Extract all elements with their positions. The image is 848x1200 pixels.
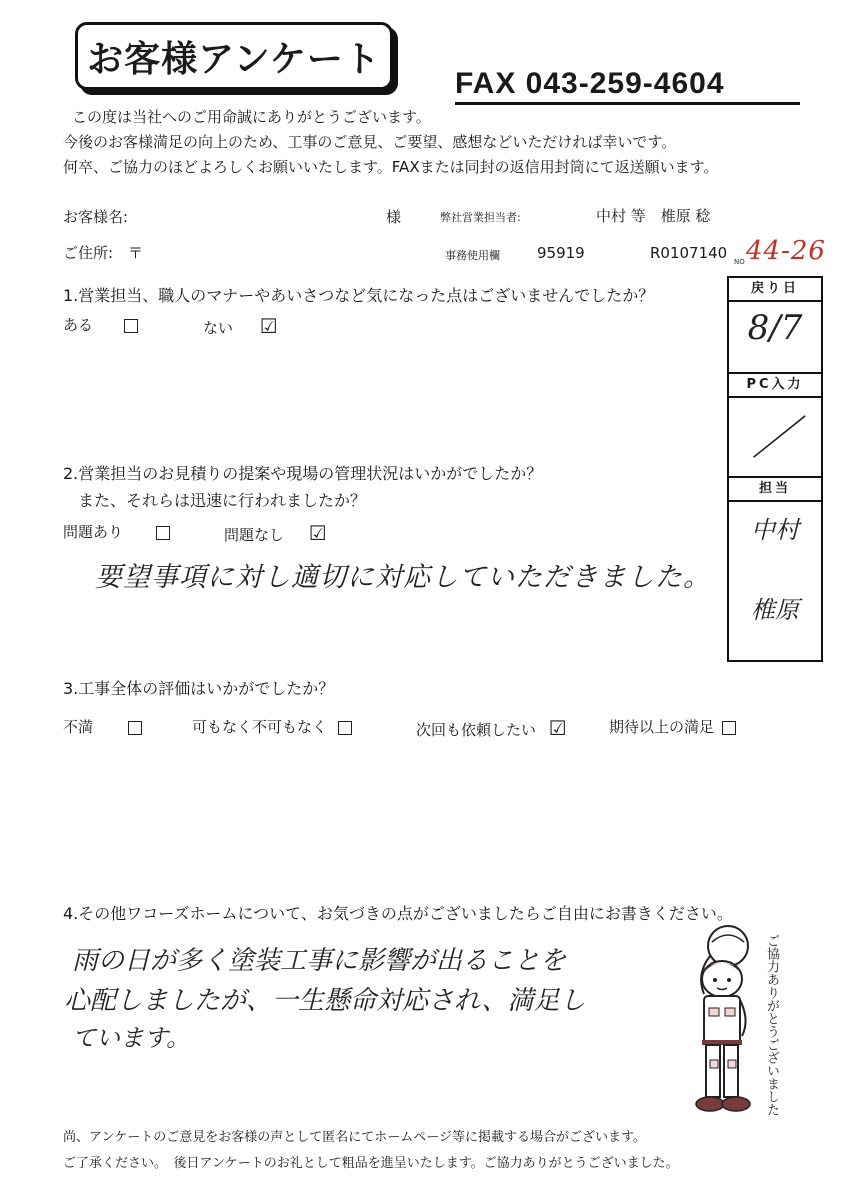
- pc-input-mark: ／: [752, 411, 798, 465]
- intro-line-3: 何卒、ご協力のほどよろしくお願いいたします。FAXまたは同封の返信用封筒にて返送願います。: [63, 158, 719, 176]
- staff-names: 中村 等 椎原 稔: [596, 207, 711, 225]
- q4-answer-line-1: 雨の日が多く塗装工事に影響が出ることを: [72, 946, 567, 976]
- q3-option-neutral[interactable]: [192, 716, 352, 737]
- honorific: 様: [386, 208, 402, 226]
- fax-underline: [455, 104, 800, 105]
- q3-option-request-again-label: 次回も依頼したい: [416, 721, 537, 739]
- address-label: ご住所:: [63, 244, 114, 262]
- question-2-line-2: また、それらは迅速に行われましたか？: [78, 491, 367, 510]
- office-use-label: 事務使用欄: [445, 249, 500, 262]
- q1-option-yes[interactable]: [63, 314, 138, 335]
- question-3: 3.工事全体の評価はいかがでしたか？: [63, 679, 335, 698]
- stamp-no: NO: [734, 258, 745, 266]
- page-title: お客様アンケート: [75, 22, 393, 90]
- q1-option-yes-label: ある: [63, 316, 94, 334]
- q3-checkbox-exceeded[interactable]: [722, 721, 736, 735]
- fax-number: FAX 043-259-4604: [455, 68, 800, 104]
- staff-box-name-2: 椎原: [751, 596, 799, 624]
- intro-line-1: この度は当社へのご用命誠にありがとうございます。: [72, 108, 431, 126]
- footer-line-1: 尚、アンケートのご意見をお客様の声として匿名にてホームページ等に掲載する場合がございます。: [63, 1130, 646, 1145]
- q4-answer-line-3: ています。: [72, 1024, 191, 1052]
- q2-checkbox-problem[interactable]: [156, 526, 170, 540]
- q1-checkbox-yes[interactable]: [124, 319, 138, 333]
- postal-mark: 〒: [128, 244, 144, 262]
- q3-checkbox-dissatisfied[interactable]: [128, 721, 142, 735]
- intro-line-2: 今後のお客様満足の向上のため、工事のご意見、ご要望、感想などいただければ幸いです。: [63, 133, 677, 151]
- q2-option-problem-label: 問題あり: [63, 523, 124, 541]
- q3-option-request-again[interactable]: [416, 716, 567, 740]
- q1-checkbox-no-checked[interactable]: ☑: [259, 314, 278, 338]
- q3-option-dissatisfied[interactable]: [63, 716, 142, 737]
- pc-input-label: PC入力: [729, 372, 821, 398]
- reference-number: R0107140: [650, 244, 728, 262]
- staff-box-label: 担当: [729, 476, 821, 502]
- q1-option-no-label: ない: [203, 319, 234, 337]
- q3-option-neutral-label: 可もなく不可もなく: [192, 718, 328, 736]
- q1-option-no[interactable]: [203, 314, 278, 338]
- q2-option-no-problem[interactable]: [224, 521, 327, 545]
- q3-option-dissatisfied-label: 不満: [63, 718, 94, 736]
- footer-line-2: ご了承ください。 後日アンケートのお礼として粗品を進呈いたします。ご協力ありがとうございました。: [63, 1156, 679, 1171]
- office-code: 95919: [537, 244, 585, 262]
- return-date: 8/7: [747, 308, 803, 348]
- q2-handwritten-answer: 要望事項に対し適切に対応していただきました。: [95, 562, 711, 593]
- q3-checkbox-neutral[interactable]: [338, 721, 352, 735]
- q3-checkbox-request-again-checked[interactable]: ☑: [548, 716, 567, 740]
- q4-answer-line-2: 心配しましたが、一生懸命対応され、満足し: [64, 986, 586, 1016]
- question-2-line-1: 2.営業担当のお見積りの提案や現場の管理状況はいかがでしたか？: [63, 464, 543, 483]
- q2-option-no-problem-label: 問題なし: [224, 526, 285, 544]
- office-use-box: [727, 276, 823, 662]
- staff-box-name-1: 中村: [751, 516, 799, 544]
- q3-option-exceeded[interactable]: [609, 716, 736, 737]
- q2-checkbox-no-problem-checked[interactable]: ☑: [308, 521, 327, 545]
- stamp-code: 44-26: [746, 236, 826, 266]
- q2-option-problem[interactable]: [63, 521, 170, 542]
- staff-label: 弊社営業担当者:: [440, 211, 521, 224]
- question-4: 4.その他ワコーズホームについて、お気づきの点がございましたらご自由にお書きください。: [63, 904, 733, 923]
- return-date-label: 戻り日: [729, 278, 821, 302]
- worker-mascot-illustration: [672, 924, 772, 1124]
- q3-option-exceeded-label: 期待以上の満足: [609, 718, 715, 736]
- thank-you-side-note: ご協力ありがとうございました: [764, 934, 779, 1116]
- question-1: 1.営業担当、職人のマナーやあいさつなど気になった点はございませんでしたか？: [63, 286, 655, 305]
- customer-name-label: お客様名:: [63, 208, 129, 226]
